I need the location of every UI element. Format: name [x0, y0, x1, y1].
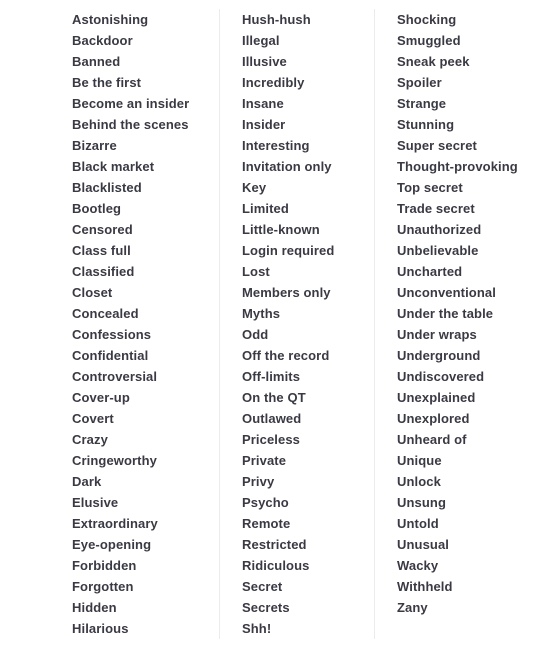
word-item: Unlock: [397, 474, 441, 489]
word-item: Little-known: [242, 222, 320, 237]
word-item: Withheld: [397, 579, 453, 594]
word-item: Unusual: [397, 537, 449, 552]
word-item: Astonishing: [72, 12, 149, 27]
word-item: Trade secret: [397, 201, 475, 216]
word-item: Cringeworthy: [72, 453, 157, 468]
word-item: Interesting: [242, 138, 310, 153]
word-item: Priceless: [242, 432, 301, 447]
word-item: Unsung: [397, 495, 446, 510]
word-item: Class full: [72, 243, 131, 258]
word-item: Thought-provoking: [397, 159, 518, 174]
word-item: Crazy: [72, 432, 108, 447]
word-item: Off-limits: [242, 369, 301, 384]
word-item: Spoiler: [397, 75, 442, 90]
word-list: [242, 9, 374, 639]
word-item: Confessions: [72, 327, 152, 342]
word-list: [72, 9, 219, 639]
word-item: Forgotten: [72, 579, 134, 594]
word-list-table: [61, 9, 531, 639]
word-item: Behind the scenes: [72, 117, 189, 132]
word-item: Be the first: [72, 75, 142, 90]
word-item: Closet: [72, 285, 113, 300]
word-item: Shh!: [242, 621, 272, 636]
word-item: Dark: [72, 474, 102, 489]
word-item: Extraordinary: [72, 516, 158, 531]
word-item: Controversial: [72, 369, 158, 384]
word-item: Off the record: [242, 348, 330, 363]
word-item: Unconventional: [397, 285, 496, 300]
word-item: Wacky: [397, 558, 439, 573]
word-item: Private: [242, 453, 287, 468]
word-item: Top secret: [397, 180, 463, 195]
word-item: Login required: [242, 243, 335, 258]
word-item: Underground: [397, 348, 481, 363]
word-item: Limited: [242, 201, 289, 216]
word-item: Black market: [72, 159, 155, 174]
word-column-3: [374, 9, 531, 639]
word-item: Secret: [242, 579, 283, 594]
word-item: Insider: [242, 117, 286, 132]
word-item: Elusive: [72, 495, 119, 510]
word-item: Ridiculous: [242, 558, 310, 573]
word-item: Hilarious: [72, 621, 129, 636]
word-item: Stunning: [397, 117, 455, 132]
word-item: Members only: [242, 285, 331, 300]
word-item: Cover-up: [72, 390, 130, 405]
word-item: Under the table: [397, 306, 494, 321]
word-item: Concealed: [72, 306, 139, 321]
word-item: Illusive: [242, 54, 287, 69]
word-item: Bizarre: [72, 138, 117, 153]
word-item: Insane: [242, 96, 284, 111]
word-item: Myths: [242, 306, 281, 321]
word-item: Unexplained: [397, 390, 476, 405]
word-item: Restricted: [242, 537, 307, 552]
word-item: On the QT: [242, 390, 306, 405]
word-item: Censored: [72, 222, 133, 237]
word-item: Undiscovered: [397, 369, 485, 384]
word-item: Shocking: [397, 12, 457, 27]
word-item: Strange: [397, 96, 447, 111]
word-list: [397, 9, 531, 618]
word-item: Incredibly: [242, 75, 305, 90]
word-item: Unexplored: [397, 411, 470, 426]
word-item: Uncharted: [397, 264, 463, 279]
word-item: Psycho: [242, 495, 289, 510]
word-item: Unique: [397, 453, 442, 468]
word-column-1: [61, 9, 219, 639]
word-item: Confidential: [72, 348, 149, 363]
word-item: Invitation only: [242, 159, 332, 174]
word-item: Unbelievable: [397, 243, 479, 258]
word-item: Become an insider: [72, 96, 190, 111]
word-item: Hidden: [72, 600, 117, 615]
word-item: Unheard of: [397, 432, 467, 447]
word-item: Under wraps: [397, 327, 477, 342]
word-item: Classified: [72, 264, 135, 279]
word-item: Banned: [72, 54, 121, 69]
word-item: Lost: [242, 264, 270, 279]
word-item: Eye-opening: [72, 537, 152, 552]
word-item: Illegal: [242, 33, 280, 48]
word-item: Sneak peek: [397, 54, 470, 69]
word-item: Hush-hush: [242, 12, 311, 27]
word-item: Bootleg: [72, 201, 122, 216]
word-item: Covert: [72, 411, 114, 426]
word-item: Unauthorized: [397, 222, 482, 237]
word-item: Backdoor: [72, 33, 133, 48]
word-item: Outlawed: [242, 411, 302, 426]
word-item: Zany: [397, 600, 428, 615]
word-item: Untold: [397, 516, 439, 531]
word-item: Smuggled: [397, 33, 461, 48]
word-item: Remote: [242, 516, 291, 531]
word-item: Super secret: [397, 138, 477, 153]
word-column-2: [219, 9, 374, 639]
word-item: Key: [242, 180, 267, 195]
word-item: Blacklisted: [72, 180, 142, 195]
word-item: Secrets: [242, 600, 290, 615]
word-item: Forbidden: [72, 558, 137, 573]
word-item: Privy: [242, 474, 275, 489]
word-item: Odd: [242, 327, 269, 342]
